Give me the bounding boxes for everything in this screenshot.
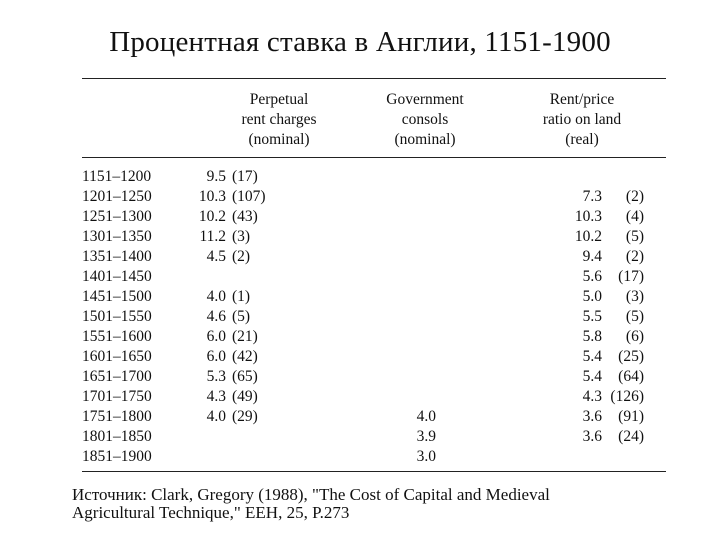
rent-price-value-cell: 5.0 [582,288,602,305]
perpetual-count-cell: (5) [232,308,251,325]
header-perpetual-line3: (nominal) [248,131,310,148]
header-rent-price-line1: Rent/price [549,91,615,108]
header-government-line2: consols [401,111,449,128]
perpetual-value-cell: 4.6 [206,308,226,325]
source-line-2: Agricultural Technique," EEH, 25, P.273 [72,503,350,522]
source-citation [72,486,692,522]
rent-price-count-cell: (25) [618,348,644,365]
table-row [82,247,666,267]
period-cell: 1301–1350 [82,228,152,245]
rent-price-value-cell: 7.3 [582,188,602,205]
perpetual-count-cell: (43) [232,208,258,225]
rent-price-count-cell: (5) [625,308,644,325]
rent-price-count-cell: (5) [625,228,644,245]
table-row [82,427,666,447]
rent-price-count-cell: (91) [618,408,644,425]
perpetual-count-cell: (49) [232,388,258,405]
perpetual-count-cell: (29) [232,408,258,425]
rent-price-count-cell: (126) [610,388,644,405]
perpetual-value-cell: 11.2 [199,228,226,245]
perpetual-value-cell: 4.3 [206,388,226,405]
table-row [82,447,666,467]
table-row [82,187,666,207]
table-row [82,167,666,187]
rent-price-value-cell: 5.4 [582,348,602,365]
rent-price-value-cell: 10.3 [574,208,602,225]
rent-price-value-cell: 5.5 [582,308,602,325]
period-cell: 1801–1850 [82,428,152,445]
rent-price-value-cell: 5.8 [582,328,602,345]
government-value-cell: 3.0 [416,448,436,465]
period-cell: 1601–1650 [82,348,152,365]
rent-price-value-cell: 5.4 [582,368,602,385]
header-government-line3: (nominal) [394,131,456,148]
period-cell: 1151–1200 [82,168,152,185]
header-perpetual-line2: rent charges [241,111,317,128]
perpetual-value-cell: 4.5 [206,248,226,265]
rent-price-value-cell: 3.6 [582,408,602,425]
period-cell: 1201–1250 [82,188,152,205]
table-row [82,267,666,287]
perpetual-value-cell: 6.0 [206,328,226,345]
perpetual-value-cell: 6.0 [206,348,226,365]
period-cell: 1651–1700 [82,368,152,385]
table-row [82,407,666,427]
rent-price-value-cell: 10.2 [574,228,602,245]
page-title: Процентная ставка в Англии, 1151-1900 [109,26,611,58]
header-rent-price [502,90,662,150]
rent-price-count-cell: (17) [618,268,644,285]
perpetual-count-cell: (17) [232,168,258,185]
perpetual-count-cell: (2) [232,248,251,265]
period-cell: 1751–1800 [82,408,152,425]
perpetual-count-cell: (42) [232,348,258,365]
perpetual-count-cell: (3) [232,228,251,245]
period-cell: 1701–1750 [82,388,152,405]
perpetual-value-cell: 5.3 [206,368,226,385]
header-rent-price-line3: (real) [565,131,599,148]
period-cell: 1551–1600 [82,328,152,345]
period-cell: 1501–1550 [82,308,152,325]
table-row [82,387,666,407]
rent-price-count-cell: (64) [618,368,644,385]
period-cell: 1851–1900 [82,448,152,465]
table-row [82,347,666,367]
rent-price-count-cell: (6) [625,328,644,345]
rent-price-value-cell: 3.6 [582,428,602,445]
period-cell: 1401–1450 [82,268,152,285]
period-cell: 1451–1500 [82,288,152,305]
period-cell: 1351–1400 [82,248,152,265]
government-value-cell: 3.9 [416,428,436,445]
source-line-1: Источник: Clark, Gregory (1988), "The Cost of Capital and Medieval [72,485,550,504]
rent-price-count-cell: (4) [625,208,644,225]
header-rent-price-line2: ratio on land [542,111,622,128]
rent-price-value-cell: 5.6 [582,268,602,285]
header-perpetual-line1: Perpetual [249,91,309,108]
perpetual-count-cell: (107) [232,188,266,205]
header-perpetual [204,90,354,150]
table-row [82,227,666,247]
rent-price-value-cell: 9.4 [582,248,602,265]
perpetual-count-cell: (1) [232,288,251,305]
period-cell: 1251–1300 [82,208,152,225]
header-government [350,90,500,150]
rent-price-count-cell: (3) [625,288,644,305]
perpetual-value-cell: 10.2 [198,208,226,225]
perpetual-value-cell: 4.0 [206,288,226,305]
table-row [82,307,666,327]
rent-price-count-cell: (2) [625,188,644,205]
perpetual-value-cell: 4.0 [206,408,226,425]
rent-price-value-cell: 4.3 [582,388,602,405]
perpetual-count-cell: (65) [232,368,258,385]
table-row [82,207,666,227]
table-top-rule [82,78,666,79]
table-row [82,287,666,307]
header-government-line1: Government [386,91,464,108]
perpetual-value-cell: 10.3 [198,188,226,205]
header-bottom-rule [82,157,666,158]
table-row [82,367,666,387]
government-value-cell: 4.0 [416,408,436,425]
table-bottom-rule [82,471,666,472]
rent-price-count-cell: (24) [618,428,644,445]
rent-price-count-cell: (2) [625,248,644,265]
perpetual-count-cell: (21) [232,328,258,345]
table-row [82,327,666,347]
perpetual-value-cell: 9.5 [206,168,226,185]
